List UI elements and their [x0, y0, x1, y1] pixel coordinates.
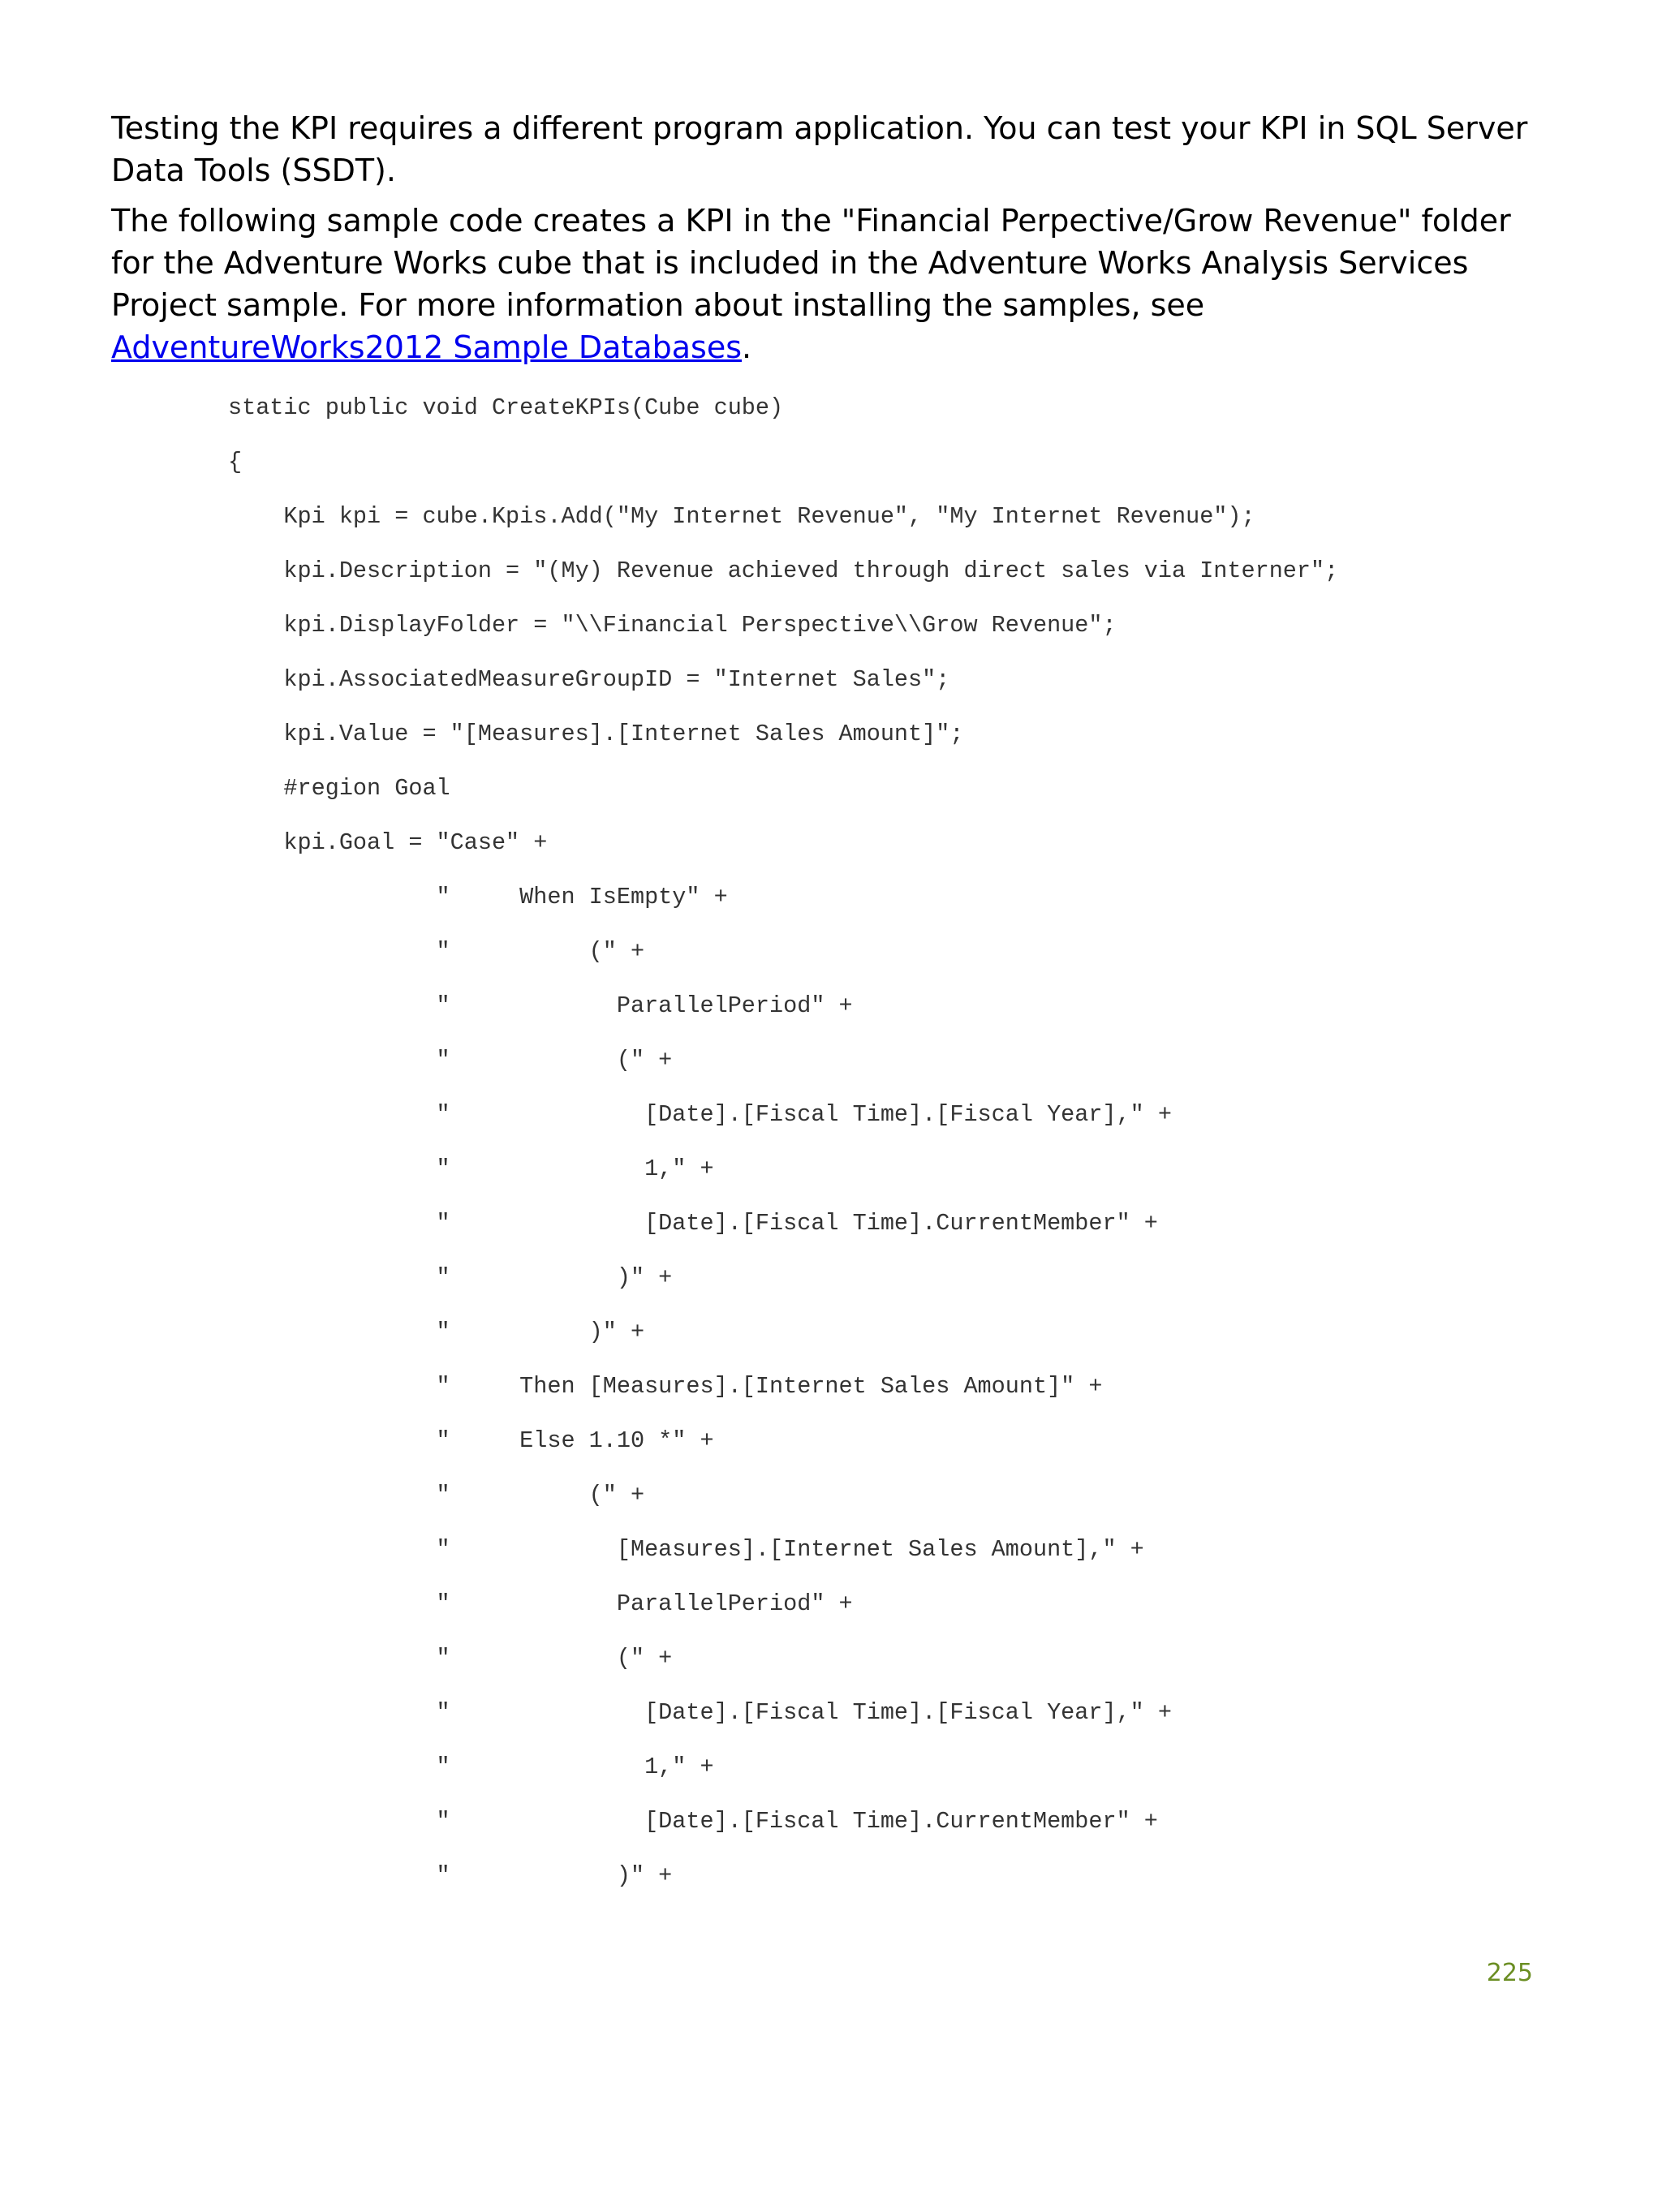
code-line: " [Date].[Fiscal Time].[Fiscal Year]," +: [228, 1101, 1172, 1128]
code-line: " )" +: [228, 1862, 673, 1889]
code-line: Kpi kpi = cube.Kpis.Add("My Internet Revenue", "My Internet Revenue");: [228, 503, 1255, 530]
sample-code-text: The following sample code creates a KPI in the "Financial Perpective/Grow Revenue" folder for the Adventure Works cube that is included in the Adventure Works Analysis Services Project sample. For more information about installing the samples, see: [111, 203, 1511, 323]
code-line: " 1," +: [228, 1155, 714, 1182]
code-line: " Then [Measures].[Internet Sales Amount]" +: [228, 1373, 1103, 1400]
code-line: {: [228, 449, 243, 476]
code-line: " (" +: [228, 1645, 673, 1672]
code-line: " [Date].[Fiscal Time].CurrentMember" +: [228, 1210, 1158, 1237]
code-line: " 1," +: [228, 1754, 714, 1780]
code-line: kpi.Value = "[Measures].[Internet Sales Amount]";: [228, 721, 964, 747]
code-line: " (" +: [228, 1047, 673, 1074]
code-line: " [Date].[Fiscal Time].[Fiscal Year]," +: [228, 1699, 1172, 1726]
code-line: " )" +: [228, 1319, 645, 1345]
intro-text: Testing the KPI requires a different program application. You can test your KPI in SQL Server Data Tools (SSDT).: [111, 110, 1528, 188]
code-line: " ParallelPeriod" +: [228, 1590, 853, 1617]
code-line: static public void CreateKPIs(Cube cube): [228, 394, 784, 421]
code-line: " When IsEmpty" +: [228, 884, 728, 910]
code-line: #region Goal: [228, 775, 450, 802]
code-line: " Else 1.10 *" +: [228, 1427, 714, 1454]
sample-code-text-end: .: [742, 329, 752, 365]
code-line: " (" +: [228, 1482, 645, 1508]
code-line: " (" +: [228, 938, 645, 965]
code-line: " [Measures].[Internet Sales Amount]," +: [228, 1536, 1144, 1563]
code-line: kpi.Description = "(My) Revenue achieved through direct sales via Interner";: [228, 557, 1339, 584]
code-line: kpi.Goal = "Case" +: [228, 829, 548, 856]
adventureworks-samples-link[interactable]: AdventureWorks2012 Sample Databases: [111, 329, 743, 365]
page-number: 225: [1486, 1959, 1533, 1987]
code-line: kpi.DisplayFolder = "\\Financial Perspective\\Grow Revenue";: [228, 612, 1117, 639]
intro-paragraph: [111, 107, 1539, 192]
code-line: kpi.AssociatedMeasureGroupID = "Internet Sales";: [228, 666, 950, 693]
sample-code-paragraph: [111, 200, 1539, 368]
code-line: " )" +: [228, 1264, 673, 1291]
code-line: " ParallelPeriod" +: [228, 992, 853, 1019]
code-line: " [Date].[Fiscal Time].CurrentMember" +: [228, 1808, 1158, 1835]
